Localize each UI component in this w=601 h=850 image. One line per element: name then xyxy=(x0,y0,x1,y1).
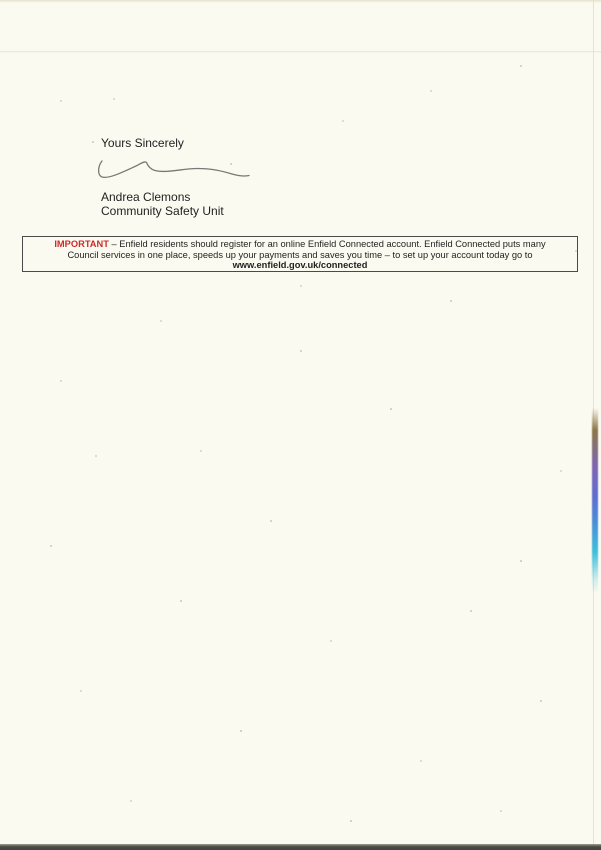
scan-rainbow-artifact xyxy=(592,408,598,593)
notice-text-line1: – Enfield residents should register for an online Enfield Connected account. Enfield Connected puts many xyxy=(111,239,546,249)
letter-closing: Yours Sincerely xyxy=(101,136,184,150)
handwritten-signature-icon xyxy=(96,154,256,184)
scan-bottom-edge xyxy=(0,844,601,850)
important-notice-box xyxy=(22,236,578,272)
paper-fold-line xyxy=(0,51,601,53)
paper-speckles xyxy=(0,0,2,2)
enfield-connected-url: www.enfield.gov.uk/connected xyxy=(232,260,368,270)
signatory-unit: Community Safety Unit xyxy=(101,204,224,218)
important-label: IMPORTANT xyxy=(54,239,109,249)
scan-top-edge xyxy=(0,0,601,3)
signatory-name: Andrea Clemons xyxy=(101,190,191,204)
notice-text-line2: Council services in one place, speeds up your payments and saves you time – to set up your account today go to xyxy=(67,249,533,260)
signature-block xyxy=(101,190,224,218)
